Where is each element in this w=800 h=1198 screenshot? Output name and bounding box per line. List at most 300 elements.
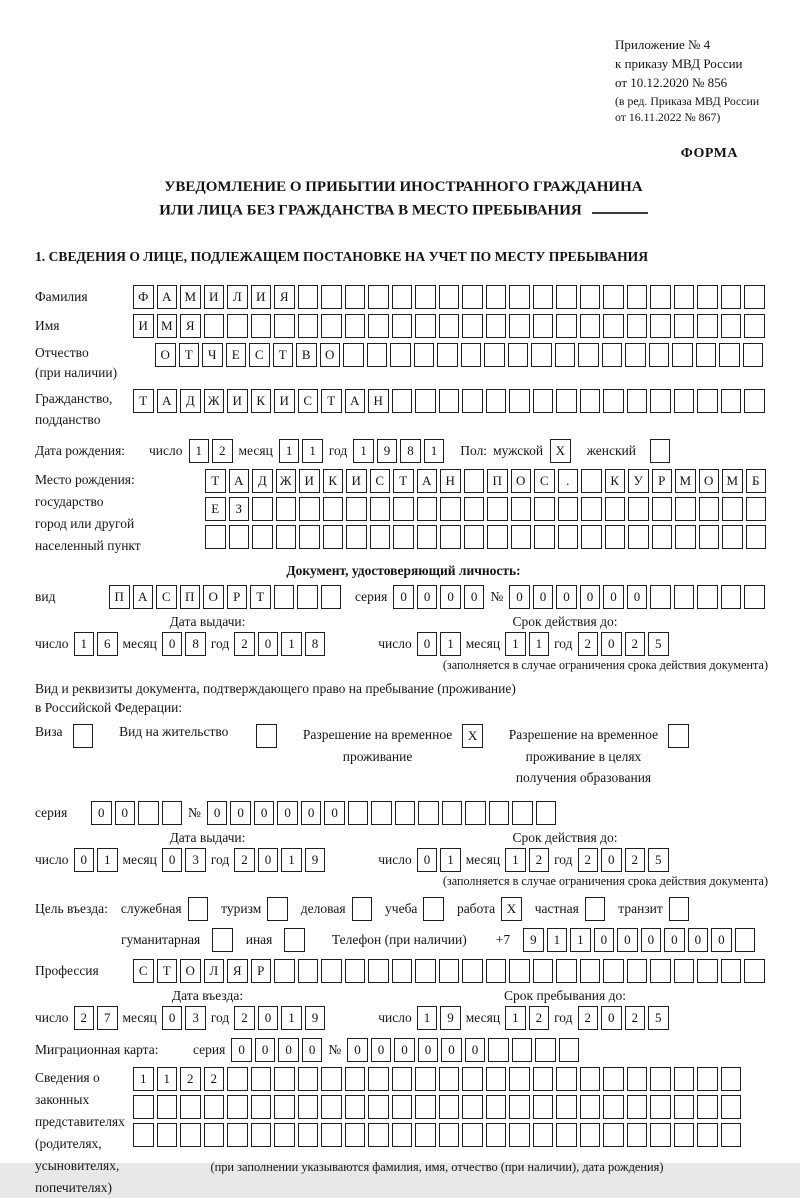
char-cell[interactable] (696, 343, 717, 367)
char-cell[interactable] (439, 1123, 460, 1147)
char-cell[interactable]: 1 (570, 928, 591, 952)
char-cell[interactable]: О (511, 469, 532, 493)
char-cell[interactable]: М (180, 285, 201, 309)
char-cell[interactable]: А (345, 389, 366, 413)
phone-cells[interactable] (523, 928, 755, 952)
char-cell[interactable] (267, 897, 288, 921)
char-cell[interactable] (439, 1067, 460, 1091)
char-cell[interactable] (669, 897, 690, 921)
char-cell[interactable]: 0 (91, 801, 112, 825)
residence-valid-year-cells[interactable] (578, 848, 669, 872)
char-cell[interactable]: 1 (505, 632, 526, 656)
char-cell[interactable] (299, 497, 320, 521)
char-cell[interactable]: 0 (688, 928, 709, 952)
char-cell[interactable] (650, 1067, 671, 1091)
char-cell[interactable] (204, 1123, 225, 1147)
char-cell[interactable] (556, 314, 577, 338)
char-cell[interactable] (533, 1095, 554, 1119)
char-cell[interactable] (674, 314, 695, 338)
char-cell[interactable] (462, 285, 483, 309)
char-cell[interactable]: А (133, 585, 154, 609)
char-cell[interactable]: 2 (578, 632, 599, 656)
char-cell[interactable] (533, 959, 554, 983)
char-cell[interactable]: И (299, 469, 320, 493)
char-cell[interactable]: 9 (305, 848, 326, 872)
char-cell[interactable]: 1 (424, 439, 445, 463)
char-cell[interactable] (512, 1038, 533, 1062)
representatives-row-2-cells[interactable] (133, 1095, 741, 1119)
char-cell[interactable] (603, 1123, 624, 1147)
char-cell[interactable]: 0 (440, 585, 461, 609)
doc-kind-cells[interactable] (109, 585, 341, 609)
char-cell[interactable]: 0 (594, 928, 615, 952)
char-cell[interactable] (415, 285, 436, 309)
char-cell[interactable] (675, 497, 696, 521)
purpose-official-checkbox[interactable] (188, 897, 209, 921)
char-cell[interactable]: С (156, 585, 177, 609)
char-cell[interactable] (556, 389, 577, 413)
char-cell[interactable]: О (699, 469, 720, 493)
char-cell[interactable] (578, 343, 599, 367)
char-cell[interactable]: 0 (603, 585, 624, 609)
char-cell[interactable] (180, 1123, 201, 1147)
char-cell[interactable] (415, 389, 436, 413)
char-cell[interactable]: Н (368, 389, 389, 413)
char-cell[interactable] (298, 314, 319, 338)
char-cell[interactable]: Т (273, 343, 294, 367)
char-cell[interactable]: Т (393, 469, 414, 493)
char-cell[interactable]: X (501, 897, 522, 921)
char-cell[interactable] (650, 285, 671, 309)
char-cell[interactable]: М (722, 469, 743, 493)
purpose-business-checkbox[interactable] (352, 897, 373, 921)
char-cell[interactable]: 3 (185, 1006, 206, 1030)
char-cell[interactable] (188, 897, 209, 921)
char-cell[interactable] (602, 343, 623, 367)
char-cell[interactable]: 1 (281, 632, 302, 656)
char-cell[interactable]: З (229, 497, 250, 521)
entry-day-cells[interactable] (74, 1006, 118, 1030)
char-cell[interactable]: 0 (207, 801, 228, 825)
char-cell[interactable] (558, 525, 579, 549)
male-checkbox[interactable] (550, 439, 571, 463)
char-cell[interactable]: 0 (464, 585, 485, 609)
char-cell[interactable] (368, 285, 389, 309)
identity-valid-day-cells[interactable] (417, 632, 461, 656)
char-cell[interactable] (352, 897, 373, 921)
char-cell[interactable] (298, 285, 319, 309)
char-cell[interactable] (461, 343, 482, 367)
char-cell[interactable] (511, 497, 532, 521)
char-cell[interactable] (298, 1067, 319, 1091)
char-cell[interactable]: 1 (440, 848, 461, 872)
char-cell[interactable] (721, 959, 742, 983)
char-cell[interactable] (345, 959, 366, 983)
char-cell[interactable] (180, 1095, 201, 1119)
char-cell[interactable]: 0 (509, 585, 530, 609)
char-cell[interactable]: Я (274, 285, 295, 309)
char-cell[interactable] (722, 497, 743, 521)
representatives-row-3-cells[interactable] (133, 1123, 741, 1147)
purpose-tourism-checkbox[interactable] (267, 897, 288, 921)
char-cell[interactable] (395, 801, 416, 825)
char-cell[interactable] (721, 585, 742, 609)
char-cell[interactable] (462, 1123, 483, 1147)
char-cell[interactable] (746, 525, 767, 549)
char-cell[interactable]: 0 (258, 1006, 279, 1030)
char-cell[interactable] (650, 389, 671, 413)
char-cell[interactable] (276, 497, 297, 521)
char-cell[interactable] (390, 343, 411, 367)
char-cell[interactable] (227, 314, 248, 338)
char-cell[interactable] (486, 285, 507, 309)
char-cell[interactable]: 1 (505, 1006, 526, 1030)
char-cell[interactable] (414, 343, 435, 367)
char-cell[interactable]: И (227, 389, 248, 413)
char-cell[interactable] (252, 497, 273, 521)
char-cell[interactable] (697, 1067, 718, 1091)
char-cell[interactable]: 0 (277, 801, 298, 825)
profession-cells[interactable] (133, 959, 765, 983)
char-cell[interactable]: 0 (441, 1038, 462, 1062)
char-cell[interactable] (392, 285, 413, 309)
char-cell[interactable] (392, 314, 413, 338)
char-cell[interactable]: 0 (394, 1038, 415, 1062)
title-blank-line[interactable] (592, 199, 648, 215)
char-cell[interactable] (157, 1095, 178, 1119)
char-cell[interactable]: Р (227, 585, 248, 609)
char-cell[interactable] (674, 959, 695, 983)
char-cell[interactable] (735, 928, 756, 952)
birthplace-row-1-cells[interactable] (205, 469, 766, 493)
residence-valid-day-cells[interactable] (417, 848, 461, 872)
char-cell[interactable]: И (133, 314, 154, 338)
char-cell[interactable] (533, 285, 554, 309)
char-cell[interactable]: С (534, 469, 555, 493)
char-cell[interactable]: И (251, 285, 272, 309)
char-cell[interactable]: А (417, 469, 438, 493)
char-cell[interactable] (558, 497, 579, 521)
char-cell[interactable] (274, 959, 295, 983)
char-cell[interactable] (533, 389, 554, 413)
char-cell[interactable] (509, 285, 530, 309)
char-cell[interactable]: О (320, 343, 341, 367)
char-cell[interactable]: 0 (711, 928, 732, 952)
identity-valid-month-cells[interactable] (505, 632, 549, 656)
char-cell[interactable]: П (487, 469, 508, 493)
char-cell[interactable] (439, 314, 460, 338)
char-cell[interactable] (509, 959, 530, 983)
char-cell[interactable] (674, 285, 695, 309)
char-cell[interactable]: 0 (556, 585, 577, 609)
char-cell[interactable]: 2 (625, 848, 646, 872)
char-cell[interactable]: В (296, 343, 317, 367)
char-cell[interactable] (392, 1067, 413, 1091)
birth-day-cells[interactable] (189, 439, 233, 463)
char-cell[interactable] (603, 314, 624, 338)
char-cell[interactable] (674, 1095, 695, 1119)
char-cell[interactable] (625, 343, 646, 367)
char-cell[interactable] (486, 1095, 507, 1119)
char-cell[interactable] (204, 314, 225, 338)
char-cell[interactable]: 0 (74, 848, 95, 872)
char-cell[interactable] (321, 314, 342, 338)
char-cell[interactable] (274, 585, 295, 609)
char-cell[interactable] (509, 389, 530, 413)
char-cell[interactable]: 0 (324, 801, 345, 825)
char-cell[interactable]: А (229, 469, 250, 493)
char-cell[interactable]: Д (180, 389, 201, 413)
char-cell[interactable] (157, 1123, 178, 1147)
char-cell[interactable] (321, 285, 342, 309)
char-cell[interactable]: 0 (347, 1038, 368, 1062)
char-cell[interactable] (581, 497, 602, 521)
birth-month-cells[interactable] (279, 439, 323, 463)
char-cell[interactable] (603, 959, 624, 983)
char-cell[interactable] (486, 959, 507, 983)
char-cell[interactable] (343, 343, 364, 367)
birthplace-row-3-cells[interactable] (205, 525, 766, 549)
char-cell[interactable] (133, 1095, 154, 1119)
char-cell[interactable] (439, 959, 460, 983)
stay-month-cells[interactable] (505, 1006, 549, 1030)
char-cell[interactable] (509, 1067, 530, 1091)
char-cell[interactable]: 0 (230, 801, 251, 825)
char-cell[interactable] (559, 1038, 580, 1062)
char-cell[interactable]: И (274, 389, 295, 413)
char-cell[interactable] (533, 1123, 554, 1147)
char-cell[interactable] (415, 1123, 436, 1147)
char-cell[interactable] (440, 525, 461, 549)
char-cell[interactable] (138, 801, 159, 825)
char-cell[interactable]: 3 (185, 848, 206, 872)
char-cell[interactable] (346, 525, 367, 549)
char-cell[interactable] (721, 389, 742, 413)
char-cell[interactable]: 1 (302, 439, 323, 463)
char-cell[interactable] (321, 1067, 342, 1091)
char-cell[interactable] (439, 1095, 460, 1119)
char-cell[interactable]: 0 (417, 848, 438, 872)
char-cell[interactable] (256, 724, 277, 748)
char-cell[interactable] (697, 314, 718, 338)
char-cell[interactable] (487, 497, 508, 521)
char-cell[interactable] (274, 1123, 295, 1147)
doc-series-cells[interactable] (393, 585, 484, 609)
char-cell[interactable] (212, 928, 233, 952)
char-cell[interactable] (650, 585, 671, 609)
char-cell[interactable] (580, 314, 601, 338)
char-cell[interactable]: У (628, 469, 649, 493)
char-cell[interactable] (531, 343, 552, 367)
char-cell[interactable] (556, 1095, 577, 1119)
char-cell[interactable] (721, 314, 742, 338)
purpose-work-checkbox[interactable] (501, 897, 522, 921)
char-cell[interactable]: 6 (97, 632, 118, 656)
char-cell[interactable]: О (203, 585, 224, 609)
char-cell[interactable] (462, 314, 483, 338)
char-cell[interactable] (743, 343, 764, 367)
char-cell[interactable] (346, 497, 367, 521)
char-cell[interactable] (345, 285, 366, 309)
char-cell[interactable] (697, 959, 718, 983)
identity-issue-month-cells[interactable] (162, 632, 206, 656)
char-cell[interactable]: 9 (305, 1006, 326, 1030)
char-cell[interactable] (415, 314, 436, 338)
char-cell[interactable] (415, 1095, 436, 1119)
char-cell[interactable] (603, 1067, 624, 1091)
char-cell[interactable] (227, 1067, 248, 1091)
char-cell[interactable] (556, 1123, 577, 1147)
char-cell[interactable]: 0 (601, 632, 622, 656)
char-cell[interactable]: С (133, 959, 154, 983)
char-cell[interactable] (465, 801, 486, 825)
char-cell[interactable] (415, 959, 436, 983)
char-cell[interactable] (580, 1067, 601, 1091)
representatives-row-1-cells[interactable] (133, 1067, 741, 1091)
char-cell[interactable] (392, 959, 413, 983)
char-cell[interactable] (627, 285, 648, 309)
char-cell[interactable] (535, 1038, 556, 1062)
char-cell[interactable] (649, 343, 670, 367)
char-cell[interactable] (348, 801, 369, 825)
char-cell[interactable] (581, 525, 602, 549)
firstname-cells[interactable] (133, 314, 765, 338)
char-cell[interactable] (370, 525, 391, 549)
char-cell[interactable] (585, 897, 606, 921)
char-cell[interactable] (368, 959, 389, 983)
char-cell[interactable]: Я (180, 314, 201, 338)
visa-checkbox[interactable] (73, 724, 94, 748)
purpose-private-checkbox[interactable] (585, 897, 606, 921)
char-cell[interactable] (229, 525, 250, 549)
char-cell[interactable]: 2 (234, 848, 255, 872)
char-cell[interactable] (627, 1067, 648, 1091)
char-cell[interactable]: Р (251, 959, 272, 983)
char-cell[interactable]: К (251, 389, 272, 413)
char-cell[interactable] (299, 525, 320, 549)
char-cell[interactable]: Л (227, 285, 248, 309)
char-cell[interactable] (251, 314, 272, 338)
char-cell[interactable]: Т (179, 343, 200, 367)
char-cell[interactable]: 8 (305, 632, 326, 656)
residence-issue-day-cells[interactable] (74, 848, 118, 872)
char-cell[interactable] (508, 343, 529, 367)
char-cell[interactable] (274, 1095, 295, 1119)
char-cell[interactable]: 0 (533, 585, 554, 609)
char-cell[interactable] (697, 389, 718, 413)
char-cell[interactable] (650, 439, 671, 463)
char-cell[interactable]: 2 (529, 848, 550, 872)
char-cell[interactable]: Т (250, 585, 271, 609)
char-cell[interactable]: 1 (547, 928, 568, 952)
surname-cells[interactable] (133, 285, 765, 309)
char-cell[interactable] (321, 959, 342, 983)
char-cell[interactable] (227, 1123, 248, 1147)
char-cell[interactable] (674, 389, 695, 413)
char-cell[interactable]: 8 (185, 632, 206, 656)
char-cell[interactable] (699, 525, 720, 549)
char-cell[interactable] (462, 959, 483, 983)
char-cell[interactable]: 0 (418, 1038, 439, 1062)
char-cell[interactable]: 0 (302, 1038, 323, 1062)
doc-number-cells[interactable] (509, 585, 765, 609)
char-cell[interactable] (442, 801, 463, 825)
purpose-other-checkbox[interactable] (284, 928, 305, 952)
char-cell[interactable] (439, 285, 460, 309)
char-cell[interactable]: 0 (465, 1038, 486, 1062)
char-cell[interactable] (668, 724, 689, 748)
char-cell[interactable] (393, 525, 414, 549)
char-cell[interactable] (697, 1123, 718, 1147)
char-cell[interactable] (321, 1123, 342, 1147)
char-cell[interactable] (392, 389, 413, 413)
char-cell[interactable] (744, 959, 765, 983)
char-cell[interactable]: К (323, 469, 344, 493)
char-cell[interactable] (393, 497, 414, 521)
char-cell[interactable]: 1 (133, 1067, 154, 1091)
char-cell[interactable] (536, 801, 557, 825)
char-cell[interactable] (652, 497, 673, 521)
char-cell[interactable] (721, 1095, 742, 1119)
char-cell[interactable]: 0 (258, 848, 279, 872)
char-cell[interactable]: 2 (529, 1006, 550, 1030)
char-cell[interactable] (345, 314, 366, 338)
char-cell[interactable] (721, 1123, 742, 1147)
char-cell[interactable]: А (157, 389, 178, 413)
migration-series-cells[interactable] (231, 1038, 322, 1062)
char-cell[interactable] (697, 585, 718, 609)
char-cell[interactable]: П (180, 585, 201, 609)
char-cell[interactable] (512, 801, 533, 825)
char-cell[interactable]: 0 (371, 1038, 392, 1062)
char-cell[interactable] (699, 497, 720, 521)
char-cell[interactable] (605, 497, 626, 521)
char-cell[interactable] (628, 525, 649, 549)
stay-year-cells[interactable] (578, 1006, 669, 1030)
char-cell[interactable]: 1 (281, 848, 302, 872)
char-cell[interactable] (744, 389, 765, 413)
residence-valid-month-cells[interactable] (505, 848, 549, 872)
edu-residence-checkbox[interactable] (668, 724, 689, 748)
char-cell[interactable]: 0 (115, 801, 136, 825)
char-cell[interactable] (722, 525, 743, 549)
char-cell[interactable] (298, 1123, 319, 1147)
char-cell[interactable]: 1 (353, 439, 374, 463)
char-cell[interactable]: 9 (523, 928, 544, 952)
char-cell[interactable] (284, 928, 305, 952)
char-cell[interactable]: 0 (258, 632, 279, 656)
char-cell[interactable] (603, 389, 624, 413)
birth-year-cells[interactable] (353, 439, 444, 463)
char-cell[interactable]: 0 (627, 585, 648, 609)
char-cell[interactable] (368, 1095, 389, 1119)
char-cell[interactable]: 0 (393, 585, 414, 609)
char-cell[interactable]: Л (204, 959, 225, 983)
char-cell[interactable]: X (462, 724, 483, 748)
entry-year-cells[interactable] (234, 1006, 325, 1030)
char-cell[interactable] (509, 314, 530, 338)
char-cell[interactable]: 0 (162, 1006, 183, 1030)
char-cell[interactable] (321, 1095, 342, 1119)
char-cell[interactable] (719, 343, 740, 367)
char-cell[interactable] (486, 1067, 507, 1091)
char-cell[interactable] (298, 959, 319, 983)
char-cell[interactable] (462, 389, 483, 413)
char-cell[interactable]: О (180, 959, 201, 983)
female-checkbox[interactable] (650, 439, 671, 463)
char-cell[interactable] (423, 897, 444, 921)
char-cell[interactable]: 2 (578, 848, 599, 872)
